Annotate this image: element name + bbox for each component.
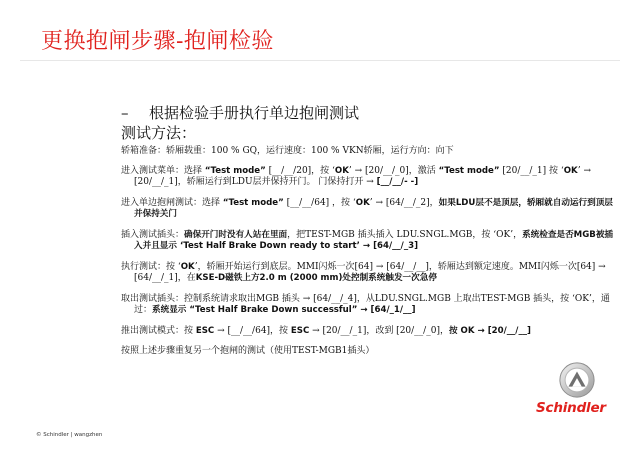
step-keyword: 系统显示 “Test Half Brake Down successful” → [64/_1/__]: [152, 305, 416, 315]
step-repeat-other-brake: [121, 346, 616, 358]
step-text: 插入测试插头：: [121, 229, 185, 240]
step-text: [__/__/20]，按 ‘: [265, 165, 335, 176]
step-keyword: 如果LDU层不是顶层，轿厢就自动运行到顶层并保持关门: [134, 197, 613, 219]
step-text: ’，轿厢开始运行到底层。MMI闪烁一次[64] → [64/__/__]，轿厢达到额定速度。MMI闪烁一次[64] → [64/__/_1]，在: [134, 261, 606, 283]
procedure-steps: [121, 146, 616, 367]
step-text: [__/__/64] ，按 ‘: [283, 197, 356, 208]
step-keyword: 系统检查是否MGB被插入并且显示 ‘Test Half Brake Down ready to start’ → [64/__/_3]: [134, 229, 614, 251]
step-keyword: ESC: [195, 325, 215, 336]
heading-text: 根据检验手册执行单边抱闸测试: [149, 104, 360, 122]
step-keyword: “Test mode”: [438, 165, 500, 176]
step-text: ，把TEST-MGB 插头插入 LDU.SNGL.MGB，按 ‘OK’，: [287, 229, 523, 240]
step-text: 进入测试菜单：选择: [121, 165, 205, 176]
step-keyword: [__/__/- -]: [376, 177, 419, 187]
step-text: → [__/__/64]，按: [214, 325, 291, 336]
schindler-logo: [536, 361, 608, 433]
step-keyword: ESC: [290, 325, 310, 336]
footer-copyright: © Schindler | wangzhen: [36, 432, 103, 438]
schindler-logo-mark-icon: [558, 361, 596, 399]
heading-bullet: –: [121, 104, 129, 122]
step-keyword: 按 OK → [20/__/__]: [448, 325, 531, 336]
section-heading: [121, 103, 359, 123]
schindler-logo-text: Schindler: [536, 400, 606, 416]
step-enter-test-menu: [121, 166, 616, 189]
step-keyword: OK: [334, 165, 349, 176]
step-text: 执行测试：按 ‘: [121, 261, 181, 272]
step-car-preparation: [121, 146, 616, 158]
step-text: 推出测试模式：按: [121, 325, 196, 336]
step-enter-single-brake-test: [121, 198, 616, 221]
step-remove-test-plug: [121, 294, 616, 317]
step-text: 进入单边抱闸测试：选择: [121, 197, 223, 208]
step-keyword: OK: [180, 261, 195, 272]
step-keyword: OK: [355, 197, 370, 208]
step-keyword: OK: [563, 165, 578, 176]
title-divider: [20, 60, 620, 61]
step-exit-test-mode: [121, 326, 616, 338]
step-keyword: “Test mode”: [204, 165, 266, 176]
step-keyword: KSE-D磁铁上方2.0 m (2000 mm)处控制系统触发一次急停: [195, 273, 437, 283]
step-text: [20/__/_1] 按 ‘: [499, 165, 564, 176]
step-execute-test: [121, 262, 616, 285]
page-title: 更换抱闸步骤-抱闸检验: [41, 29, 274, 54]
step-keyword: 确保开门时没有人站在里面: [184, 229, 288, 240]
step-text: ’ → [20/__/_1]，轿厢运行到LDU层并保持开门。 门保持打开 →: [134, 165, 591, 187]
step-text: 轿箱准备：轿厢载重：100 % GQ，运行速度：100 % VKN轿厢，运行方向：向下: [121, 146, 454, 156]
step-text: 按照上述步骤重复另一个抱闸的测试（使用TEST-MGB1插头）: [121, 346, 375, 356]
step-text: 取出测试插头：控制系统请求取出MGB 插头 → [64/__/_4]，从LDU.SNGL.MGB 上取出TEST-MGB 插头，按 ‘OK’，通过：: [121, 293, 610, 315]
step-text: → [20/__/_1]，改到 [20/__/_0]，: [309, 325, 449, 336]
step-text: ’ → [20/__/_0]，激活: [348, 165, 439, 176]
step-keyword: “Test mode”: [222, 197, 284, 208]
step-insert-test-plug: [121, 230, 616, 253]
step-text: ’ → [64/__/_2]，: [369, 197, 439, 208]
method-subheading: 测试方法：: [121, 124, 197, 142]
